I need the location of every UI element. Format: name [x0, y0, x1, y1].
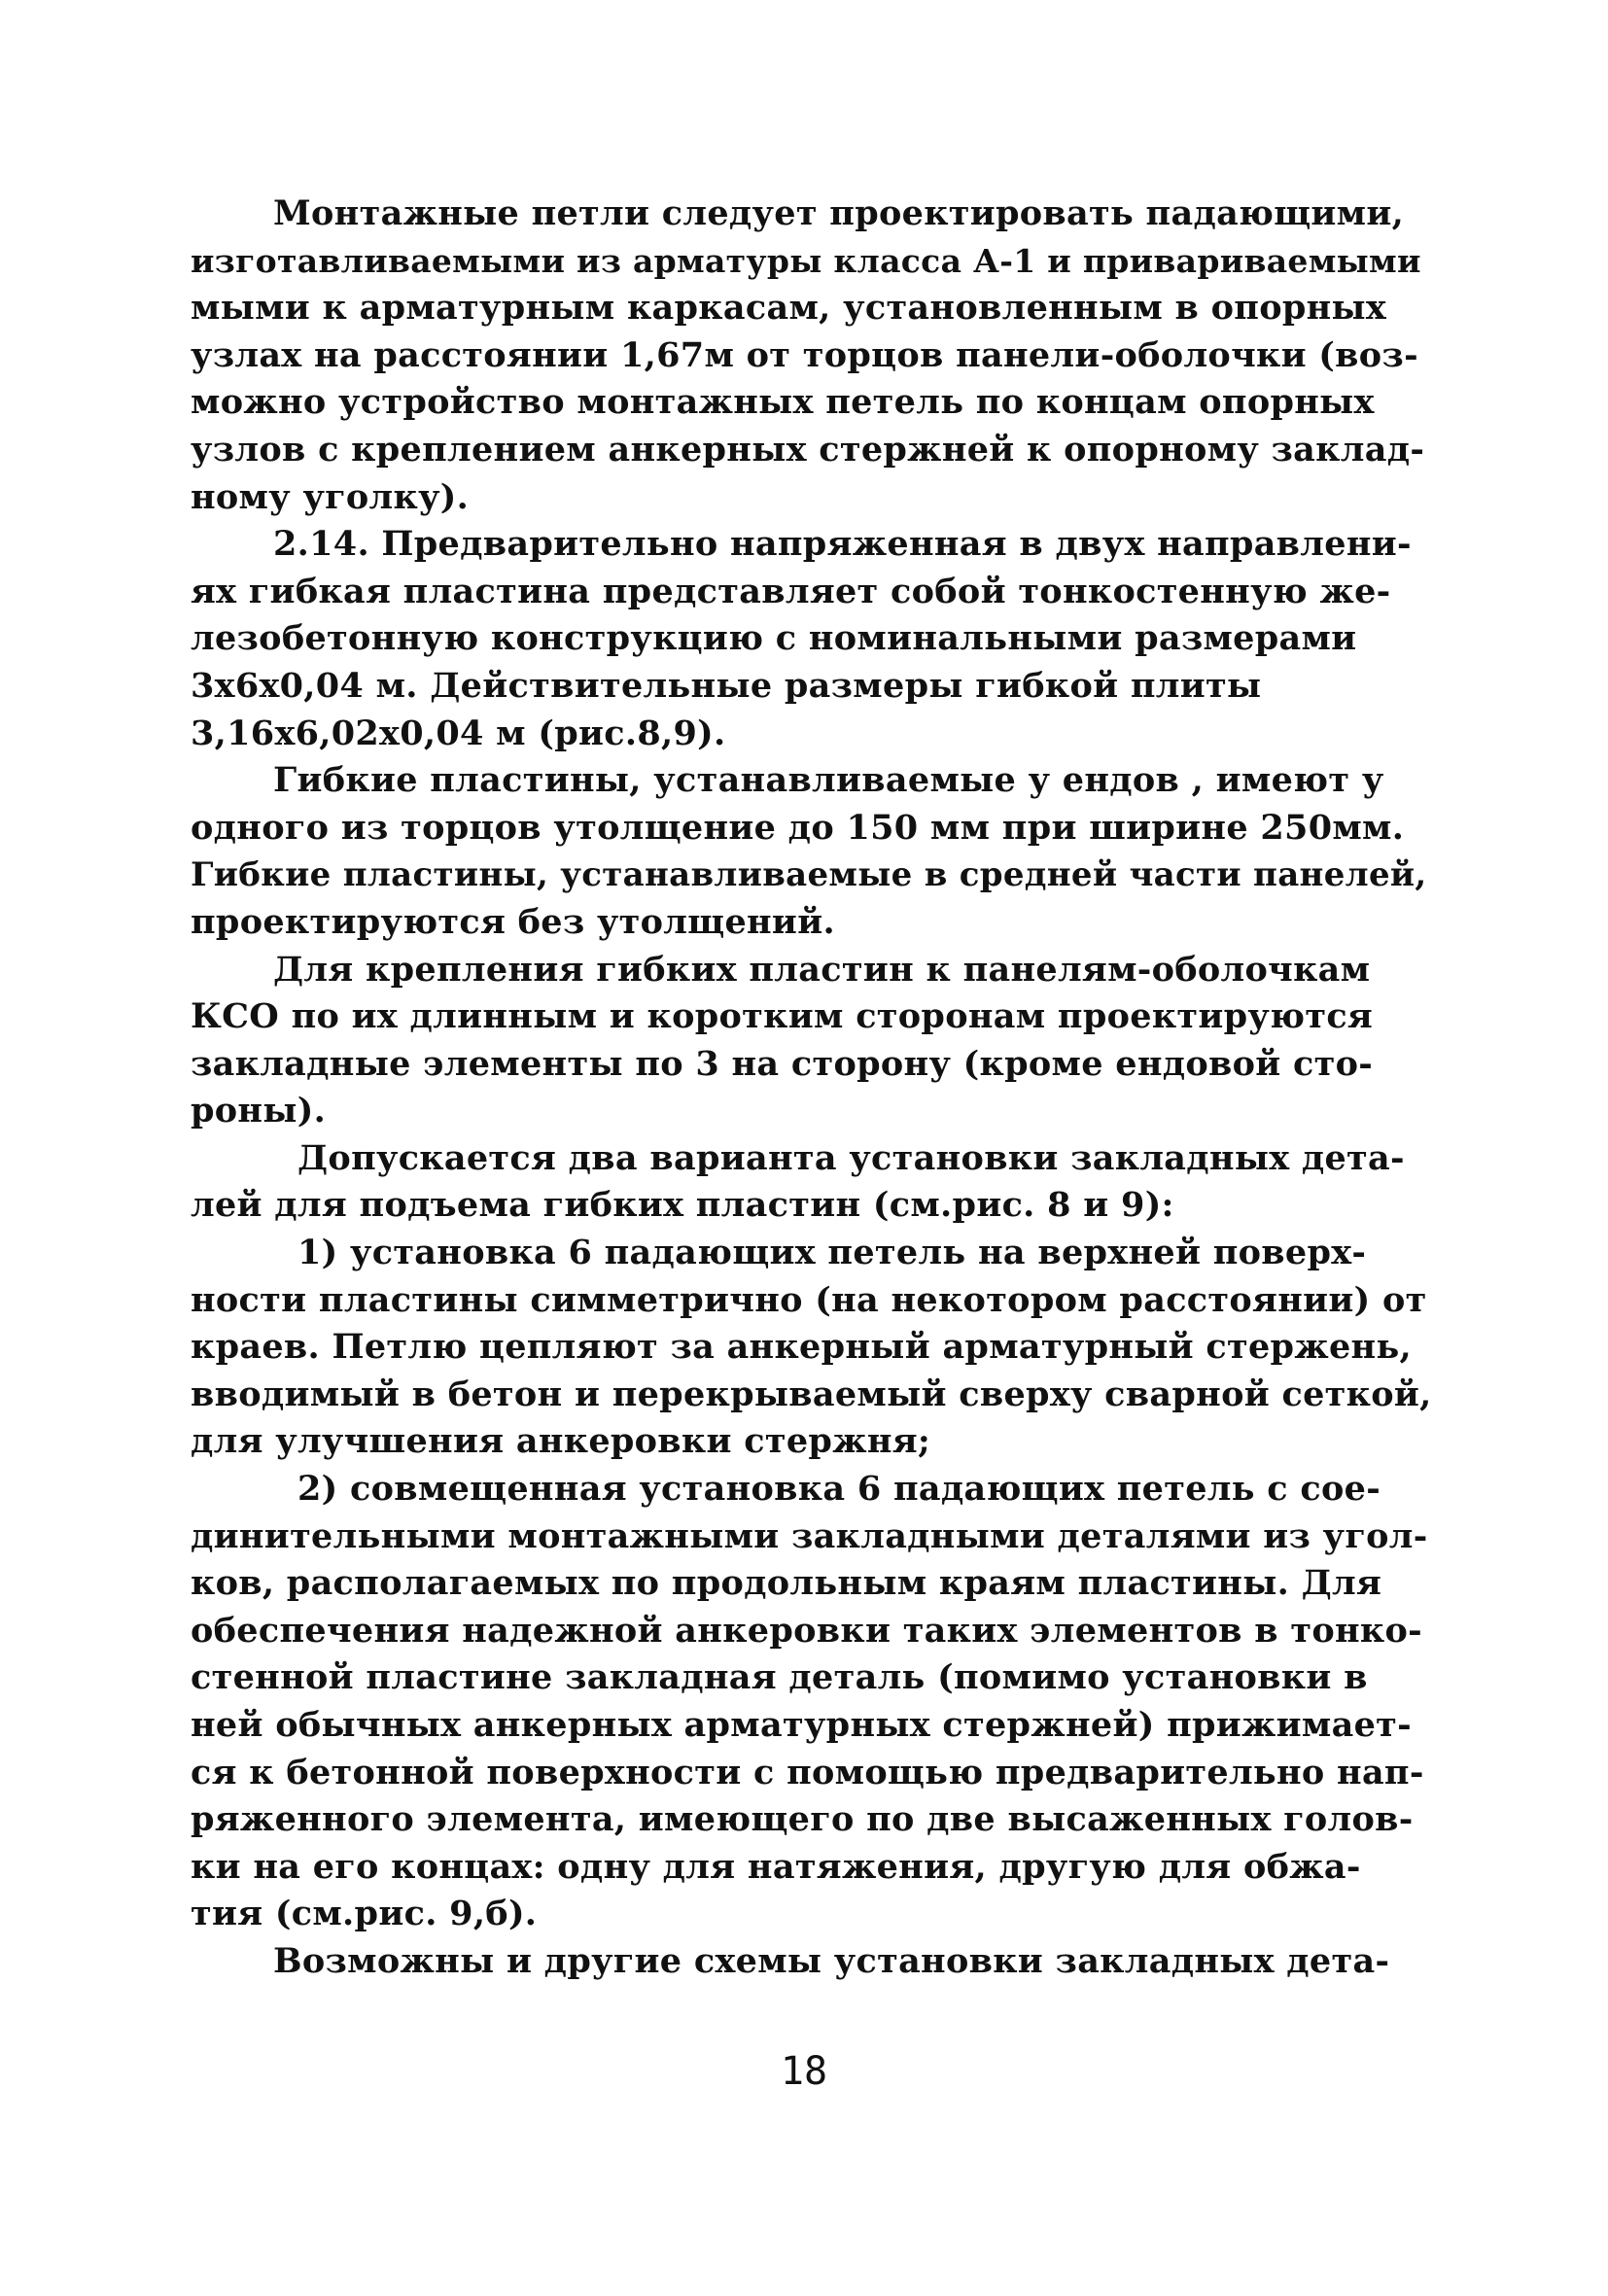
text-line: ней обычных анкерных арматурных стержней) прижимает- — [191, 1705, 1412, 1745]
text-line: Монтажные петли следует проектировать падающими, — [273, 193, 1405, 233]
text-line: одного из торцов утолщение до 150 мм при ширине 250мм. — [191, 807, 1405, 848]
text-line: Возможны и другие схемы установки закладных дета- — [273, 1940, 1390, 1981]
text-line: ному уголку). — [191, 476, 470, 517]
text-line: узлов с креплением анкерных стержней к опорному заклад- — [191, 429, 1425, 470]
text-line: узлах на расстоянии 1,67м от торцов панели-оболочки (воз- — [191, 334, 1418, 375]
text-line: Гибкие пластины, устанавливаемые у ендов , имеют у — [273, 760, 1384, 801]
text-line: Для крепления гибких пластин к панелям-оболочкам — [273, 949, 1371, 990]
text-line: краев. Петлю цепляют за анкерный арматурный стержень, — [191, 1327, 1412, 1368]
text-line: динительными монтажными закладными деталями из угол- — [191, 1515, 1428, 1556]
text-line: 1) установка 6 падающих петель на верхней поверх- — [297, 1233, 1367, 1273]
text-line: 2) совмещенная установка 6 падающих петель с сое- — [297, 1469, 1381, 1510]
text-line: 3,16х6,02х0,04 м (рис.8,9). — [191, 713, 726, 753]
text-line: для улучшения анкеровки стержня; — [191, 1421, 931, 1462]
text-line: закладные элементы по 3 на сторону (кроме ендовой сто- — [191, 1043, 1374, 1084]
text-line: КСО по их длинным и коротким сторонам проектируются — [191, 996, 1374, 1037]
text-line: роны). — [191, 1091, 327, 1131]
text-line: 2.14. Предварительно напряженная в двух направлени- — [273, 524, 1412, 565]
page-number: 18 — [780, 2049, 828, 2094]
text-line: Гибкие пластины, устанавливаемые в средней части панелей, — [191, 855, 1427, 895]
body-text — [191, 191, 1435, 1986]
text-line: обеспечения надежной анкеровки таких элементов в тонко- — [191, 1610, 1422, 1651]
text-line: ся к бетонной поверхности с помощью предварительно нап- — [191, 1752, 1424, 1792]
text-line: 3х6х0,04 м. Действительные размеры гибкой плиты — [191, 665, 1262, 706]
text-line: тия (см.рис. 9,б). — [191, 1894, 538, 1934]
text-line: проектируются без утолщений. — [191, 901, 835, 942]
text-line: ряженного элемента, имеющего по две высаженных голов- — [191, 1799, 1414, 1840]
text-line: Допускается два варианта установки закладных дета- — [297, 1137, 1405, 1178]
text-line: лезобетонную конструкцию с номинальными размерами — [191, 618, 1357, 659]
text-line: ях гибкая пластина представляет собой тонкостенную же- — [191, 571, 1391, 611]
text-line: ки на его концах: одну для натяжения, другую для обжа- — [191, 1846, 1361, 1887]
text-line: ности пластины симметрично (на некотором расстоянии) от — [191, 1279, 1427, 1320]
text-line: стенной пластине закладная деталь (помимо установки в — [191, 1657, 1368, 1698]
text-line: лей для подъема гибких пластин (см.рис. 8 и 9): — [191, 1185, 1174, 1226]
text-line: ков, располагаемых по продольным краям пластины. Для — [191, 1563, 1382, 1604]
text-line: можно устройство монтажных петель по концам опорных — [191, 382, 1375, 423]
text-line: изготавливаемыми из арматуры класса А-1 и привариваемыми — [191, 241, 1421, 280]
text-line: вводимый в бетон и перекрываемый сверху сварной сеткой, — [191, 1374, 1432, 1414]
text-line: мыми к арматурным каркасам, установленным в опорных — [191, 288, 1387, 329]
